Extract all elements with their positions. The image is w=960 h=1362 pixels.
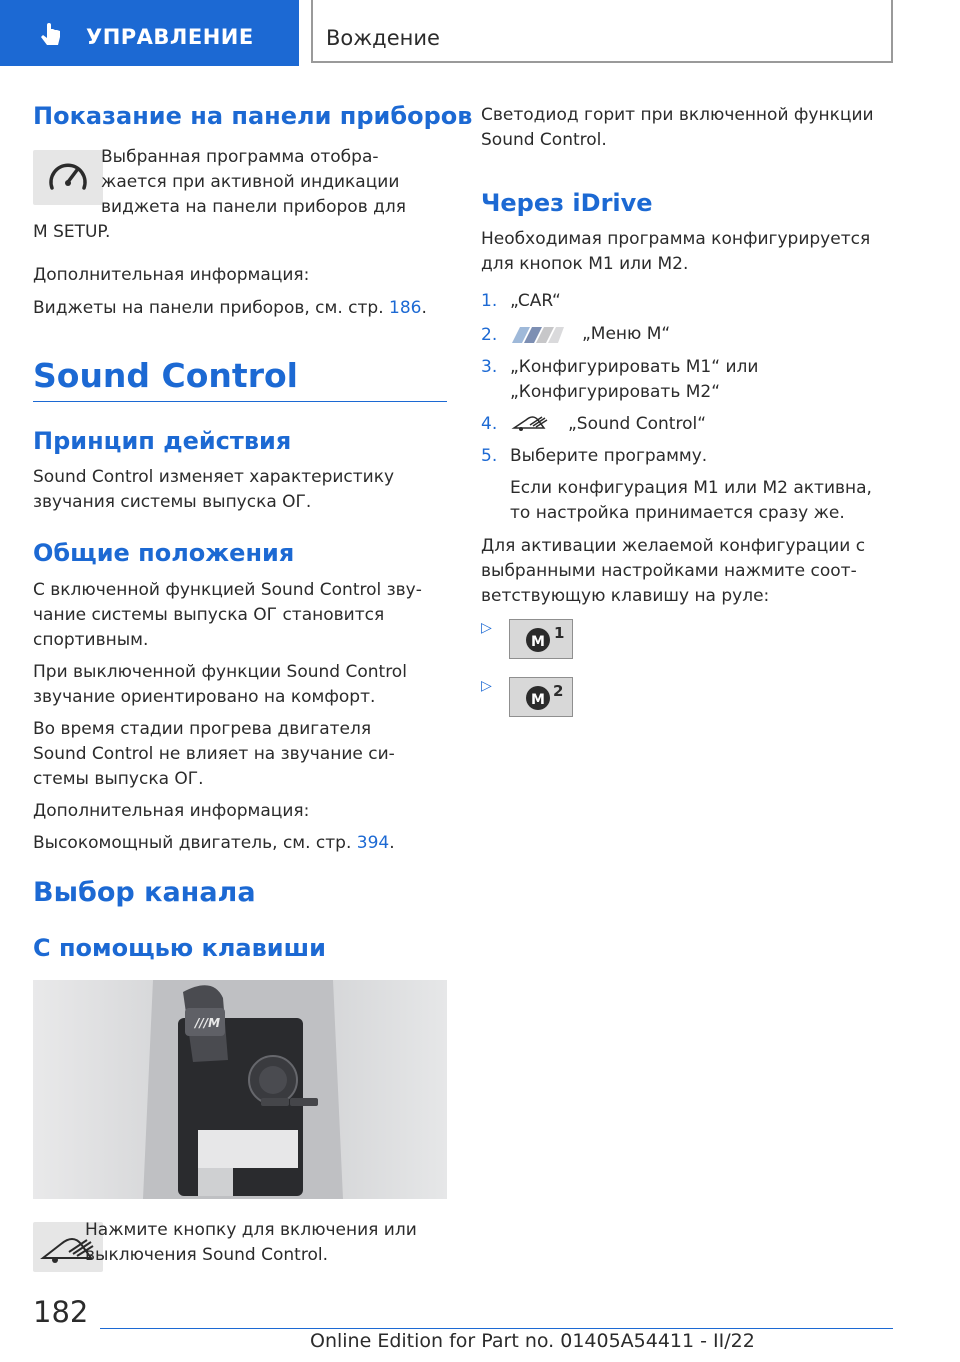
sound-control-icon xyxy=(510,410,550,434)
m1-key-letter: M xyxy=(531,634,545,650)
instrument-heading: Показание на панели приборов xyxy=(33,102,473,130)
bullet-arrow: ▷ xyxy=(481,678,492,694)
led-text: Светодиод горит при включенной функции xyxy=(481,105,874,125)
step-number: 1. xyxy=(481,291,498,311)
step-number: 4. xyxy=(481,414,498,434)
activate-text: ветствующую клавишу на руле: xyxy=(481,586,770,606)
general-text: Во время стадии прогрева двигателя xyxy=(33,719,372,739)
general-text: Sound Control не влияет на звучание си- xyxy=(33,744,395,764)
general-text: чание системы выпуска ОГ становится xyxy=(33,605,385,625)
engine-page-link[interactable]: 394 xyxy=(356,833,390,853)
engine-reference: Высокомощный двигатель, см. стр. 394. xyxy=(33,833,395,853)
activate-text: Для активации желаемой конфигурации с xyxy=(481,536,866,556)
m2-key-letter: M xyxy=(531,692,545,708)
principle-text: Sound Control изменяет характеристику xyxy=(33,467,395,487)
general-text: С включенной функцией Sound Control зву- xyxy=(33,580,422,600)
engine-reference-text: Высокомощный двигатель, см. стр. xyxy=(33,833,352,853)
idrive-text: Необходимая программа конфигурируется xyxy=(481,229,871,249)
svg-text:///M: ///M xyxy=(195,1016,221,1030)
idrive-text: для кнопок M1 или M2. xyxy=(481,254,689,274)
step-text[interactable]: „Sound Control“ xyxy=(568,414,707,434)
press-instruction: выключения Sound Control. xyxy=(85,1245,328,1265)
instrument-text: жается при активной индикации xyxy=(101,172,400,192)
channel-heading: Выбор канала xyxy=(33,877,256,908)
step-text[interactable]: „Меню M“ xyxy=(582,324,671,344)
led-text: Sound Control. xyxy=(481,130,607,150)
title-divider xyxy=(33,401,447,402)
m2-key-icon xyxy=(509,677,573,717)
m2-key-number: 2 xyxy=(553,682,564,700)
sound-control-title: Sound Control xyxy=(33,356,298,395)
instrument-text: Выбранная программа отобра- xyxy=(101,147,379,167)
step-text[interactable]: „Конфигурировать M1“ или xyxy=(510,357,759,377)
footer-edition: Online Edition for Part no. 01405A54411 - II/22 xyxy=(310,1330,755,1352)
step5-note: Если конфигурация M1 или M2 активна, xyxy=(510,478,872,498)
more-info-label: Дополнительная информация: xyxy=(33,265,310,285)
general-text: стемы выпуска ОГ. xyxy=(33,769,204,789)
general-heading: Общие положения xyxy=(33,539,295,567)
principle-heading: Принцип действия xyxy=(33,427,292,455)
press-instruction: Нажмите кнопку для включения или xyxy=(85,1220,417,1240)
activate-text: выбранными настройками нажмите соот- xyxy=(481,561,857,581)
button-heading: С помощью клавиши xyxy=(33,934,326,962)
instrument-text: M SETUP. xyxy=(33,222,111,242)
more-info-label: Дополнительная информация: xyxy=(33,801,310,821)
instrument-text: виджета на панели приборов для xyxy=(101,197,406,217)
step-number: 3. xyxy=(481,357,498,377)
m1-key-number: 1 xyxy=(554,624,565,642)
general-text: звучание ориентировано на комфорт. xyxy=(33,687,376,707)
center-console-photo xyxy=(33,980,447,1199)
page-number: 182 xyxy=(33,1295,89,1329)
speedometer-icon xyxy=(33,150,103,205)
footer-divider xyxy=(100,1328,893,1329)
bullet-arrow: ▷ xyxy=(481,620,492,636)
step-text[interactable]: „Конфигурировать M2“ xyxy=(510,382,721,402)
step-text[interactable]: Выберите программу. xyxy=(510,446,708,466)
idrive-heading: Через iDrive xyxy=(481,189,653,217)
step-number: 2. xyxy=(481,325,498,345)
header-chapter-title: Вождение xyxy=(326,26,440,50)
widgets-page-link[interactable]: 186 xyxy=(389,298,422,318)
principle-text: звучания системы выпуска ОГ. xyxy=(33,492,312,512)
general-text: При выключенной функции Sound Control xyxy=(33,662,407,682)
general-text: спортивным. xyxy=(33,630,149,650)
widgets-reference-text: Виджеты на панели приборов, см. стр. xyxy=(33,298,384,318)
m1-key-icon xyxy=(509,619,573,659)
m-stripes-icon xyxy=(510,325,565,345)
step-text[interactable]: „CAR“ xyxy=(510,291,561,311)
step5-note: то настройка принимается сразу же. xyxy=(510,503,845,523)
widgets-reference: Виджеты на панели приборов, см. стр. 186. xyxy=(33,298,427,318)
hand-pointer-icon xyxy=(36,22,66,52)
header-section-title: УПРАВЛЕНИЕ xyxy=(86,25,254,49)
step-number: 5. xyxy=(481,446,498,466)
